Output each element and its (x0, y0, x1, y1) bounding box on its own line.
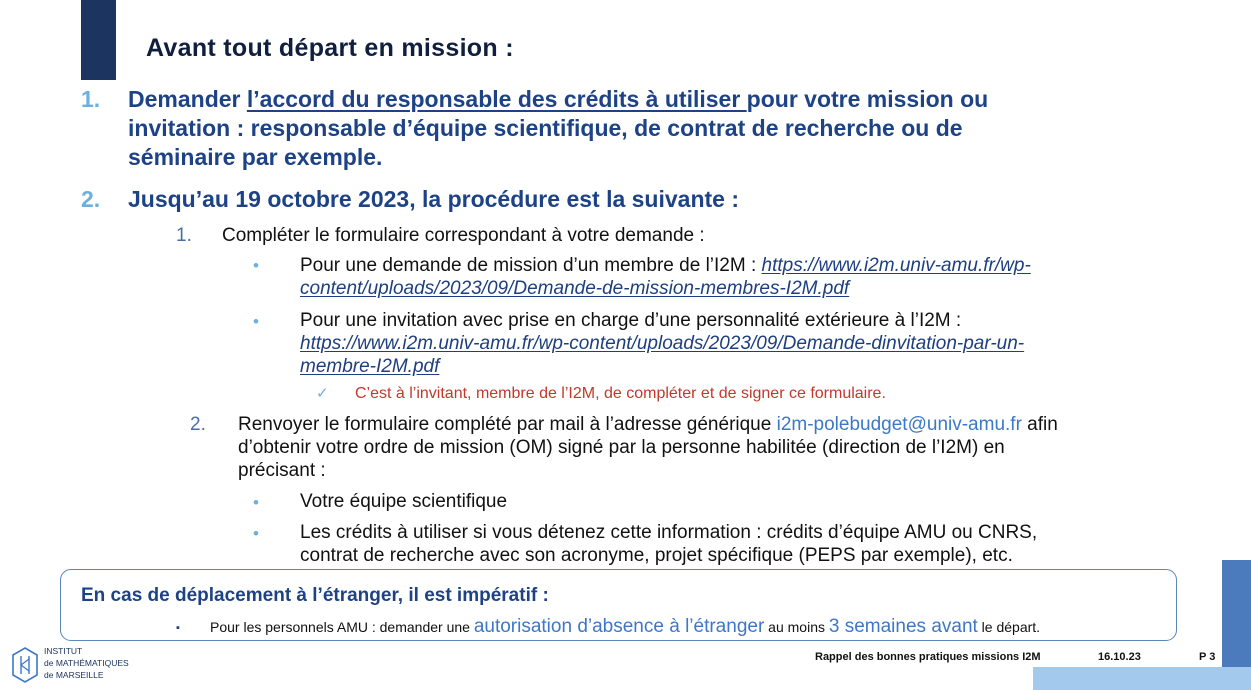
page-number: P 3 (1199, 651, 1216, 663)
callout-highlight-authorization: autorisation d’absence à l’étranger (473, 616, 765, 637)
callout-mid: au moins (764, 619, 829, 635)
bullet-mission-text (300, 254, 1031, 300)
bullet-credits-line1: Les crédits à utiliser si vous détenez cette information : crédits d’équipe AMU ou CNRS, (300, 522, 1038, 543)
bullet-team: Votre équipe scientifique (300, 491, 508, 512)
bullet-icon: • (253, 256, 259, 275)
step-2-number: 2. (190, 414, 206, 435)
item-1-post: pour votre mission ou (746, 86, 989, 112)
item-2-text: Jusqu’au 19 octobre 2023, la procédure est la suivante : (128, 186, 740, 212)
square-bullet-icon: ▪ (176, 622, 180, 634)
abroad-callout-title: En cas de déplacement à l’étranger, il est impératif : (81, 585, 549, 606)
callout-post: le départ. (977, 619, 1041, 635)
budget-email-link[interactable]: i2m-polebudget@univ-amu.fr (776, 414, 1022, 435)
bullet-credits (300, 521, 1037, 567)
bullet-icon: • (253, 493, 259, 512)
item-1-underlined: l’accord du responsable des crédits à utiliser (246, 86, 747, 112)
mission-form-link-continued[interactable]: content/uploads/2023/09/Demande-de-mission-membres-I2M.pdf (300, 278, 850, 299)
item-1-line2: invitation : responsable d’équipe scientifique, de contrat de recherche ou de (128, 115, 963, 141)
step-1-text: Compléter le formulaire correspondant à votre demande : (222, 225, 705, 246)
step-1-number: 1. (176, 225, 192, 246)
decorative-blue-block (1222, 560, 1251, 667)
step-2-line2: d’obtenir votre ordre de mission (OM) signé par la personne habilitée (direction de l’I2M) en (238, 437, 1005, 458)
invitation-form-link-continued[interactable]: membre-I2M.pdf (300, 356, 440, 377)
bullet-icon: • (253, 524, 259, 543)
bullet-icon: • (253, 312, 259, 331)
item-1-text (128, 85, 1168, 172)
item-1-pre: Demander (128, 86, 247, 112)
check-icon: ✓ (316, 385, 329, 402)
step-2-post: afin (1021, 414, 1058, 435)
institute-name (44, 645, 129, 681)
item-1-number: 1. (81, 86, 101, 112)
bullet-mission-label: Pour une demande de mission d’un membre de l’I2M : (300, 255, 762, 276)
step-2-line3: précisant : (238, 460, 326, 481)
item-2-number: 2. (81, 186, 101, 212)
footer-caption: Rappel des bonnes pratiques missions I2M (815, 651, 1041, 663)
step-2-text (238, 413, 1058, 482)
bullet-credits-line2: contrat de recherche avec son acronyme, projet spécifique (PEPS par exemple), etc. (300, 545, 1013, 566)
logo-line-3: de MARSEILLE (44, 670, 104, 680)
item-1-line3: séminaire par exemple. (128, 144, 383, 170)
logo-line-2: de MATHÉMATIQUES (44, 658, 129, 668)
decorative-footer-band (1033, 667, 1251, 690)
title-accent-bar (81, 0, 116, 80)
invitation-form-link[interactable]: https://www.i2m.univ-amu.fr/wp-content/uploads/2023/09/Demande-dinvitation-par-un- (300, 333, 1025, 354)
bullet-invitation-text (300, 309, 1024, 378)
step-2-pre: Renvoyer le formulaire complété par mail à l’adresse générique (238, 414, 777, 435)
logo-line-1: INSTITUT (44, 646, 83, 656)
footer-date: 16.10.23 (1098, 651, 1141, 663)
i2m-logo-icon (10, 645, 40, 690)
abroad-callout-text (210, 616, 1040, 638)
slide-title: Avant tout départ en mission : (146, 34, 514, 62)
bullet-invitation-label: Pour une invitation avec prise en charge d’une personnalité extérieure à l’I2M : (300, 310, 962, 331)
callout-highlight-weeks: 3 semaines avant (828, 616, 978, 637)
mission-form-link[interactable]: https://www.i2m.univ-amu.fr/wp- (761, 255, 1031, 276)
invitation-note: C’est à l’invitant, membre de l’I2M, de compléter et de signer ce formulaire. (355, 385, 886, 402)
callout-pre: Pour les personnels AMU : demander une (210, 619, 474, 635)
